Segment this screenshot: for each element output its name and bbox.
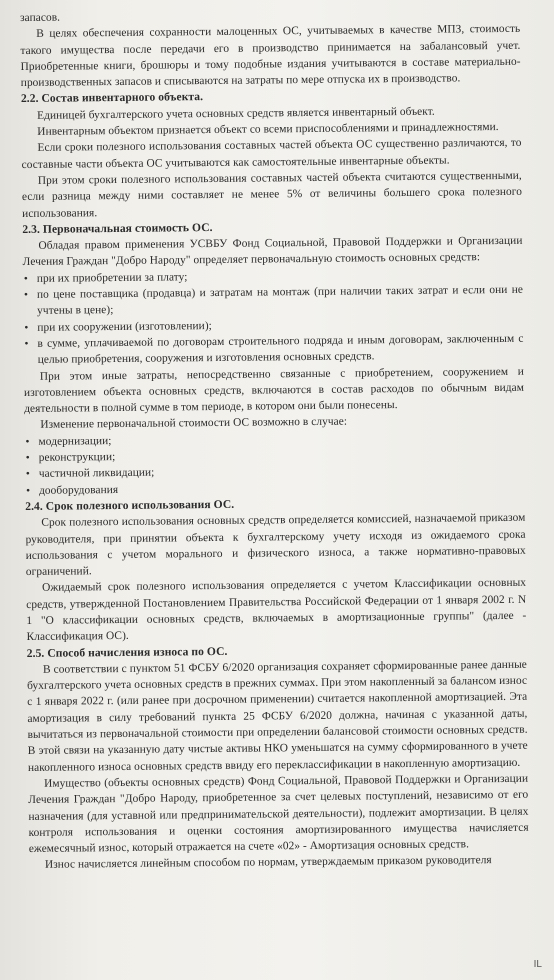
section-heading-2-5: 2.5. Способ начисления износа по ОС. bbox=[26, 644, 228, 660]
paragraph: Если сроки полезного использования составных частей объекта ОС существенно различаются, то составные части объекта ОС учитываются как самостоятельные инвентарные объекты. bbox=[21, 137, 522, 171]
paragraph: Ожидаемый срок полезного использования определяется с учетом Классификации основных средств, утвержденной Постановлением Правительства Российской Федерации от 1 января 2002 г. N 1 "О классификации основных средств, включаемых в амортизационные группы" (далее - Классификация ОС). bbox=[26, 577, 527, 644]
list-item: • модернизации; bbox=[24, 428, 524, 450]
paragraph: Инвентарным объектом признается объект со всеми приспособлениями и принадлежностями. bbox=[37, 121, 499, 138]
paragraph: При этом иные затраты, непосредственно связанные с приобретением, сооружением и изготовлением объекта основных средств, включаются в состав расходов по обычным видам деятельности в полной сумме в том периоде, в котором они были понесены. bbox=[23, 365, 525, 416]
bullet-list-initial-cost bbox=[23, 265, 524, 368]
list-item: • реконструкции; bbox=[25, 445, 525, 467]
bullet-list-cost-change bbox=[24, 428, 525, 498]
paragraph: Изменение первоначальной стоимости ОС возможно в случае: bbox=[40, 416, 348, 432]
paragraph: В соответствии с пунктом 51 ФСБУ 6/2020 организация сохраняет сформированные ранее данные бухгалтерского учета основных средств в прежних суммах. При этом накопленный за балансом износ с 1 января 2022 г. (или ранее при досрочном применении) считается накопленной амортизацией. Эта амортизация в силу требований пункта 25 ФСБУ 6/2020 должна, начиная с указанной даты, вычитаться из первоначальной стоимости при определении балансовой стоимости основных средств. В этой связи на указанную дату чистые активы НКО уменьшатся на сумму сформированного в учете накопленного износа основных средств ввиду его переклассификации в накопленную амортизацию. bbox=[27, 658, 528, 774]
list-item: • по цене поставщика (продавца) и затратам на монтаж (при наличии таких затрат и если они не учтены в цене); bbox=[23, 282, 523, 320]
paragraph: Срок полезного использования основных средств определяется комиссией, назначаемой приказом руководителя, при принятии объекта к бухгалтерскому учету исходя из ожидаемого срока использования с учетом морального и физического износа, а также нормативно-правовых ограничений. bbox=[25, 511, 526, 579]
document-body bbox=[20, 5, 529, 874]
paragraph: Обладая правом применения УСВБУ Фонд Социальной, Правовой Поддержки и Организации Лечения Граждан "Добро Народу" определяет первоначальную стоимость основных средств: bbox=[22, 234, 523, 269]
section-heading-2-4: 2.4. Срок полезного использования ОС. bbox=[25, 497, 235, 513]
paragraph: Имущество (объекты основных средств) Фонд Социальной, Правовой Поддержки и Организации Лечения Граждан "Добро Народу, приобретенное за счет целевых поступлений, независимо от его назначения (для уставной или предпринимательской деятельности), подлежит амортизации. В целях контроля использования и оценки состояния амортизированного имущества начисляется ежемесячный износ, который отражается на счете «02» - Амортизация основных средств. bbox=[28, 772, 529, 856]
list-item: • при их приобретении за плату; bbox=[23, 265, 523, 287]
paragraph-mpz-safekeeping: В целях обеспечения сохранности малоценных ОС, учитываемых в качестве МПЗ, стоимость такого имущества после передачи его в производство принимается на забалансовый учет. Приобретенные книги, брошюры и тому подобные издания учитываются в составе материально-производственных запасов и списываются на затраты по мере отпуска их в производство. bbox=[20, 23, 521, 90]
list-item: • в сумме, уплачиваемой по договорам строительного подряда и иным договорам, заключенным с целью приобретения, сооружения и изготовления основных средств. bbox=[23, 331, 523, 369]
list-item: • дооборудования bbox=[25, 477, 525, 499]
page-number: IL bbox=[533, 959, 542, 970]
section-heading-2-3: 2.3. Первоначальная стоимость ОС. bbox=[22, 220, 213, 236]
section-heading-2-2: 2.2. Состав инвентарного объекта. bbox=[20, 90, 204, 106]
paragraph: Износ начисляется линейным способом по нормам, утверждаемым приказом руководителя bbox=[44, 854, 492, 872]
paragraph-continuation: запасов. bbox=[20, 11, 61, 24]
paragraph: Единицей бухгалтерского учета основных средств является инвентарный объект. bbox=[37, 105, 435, 122]
paragraph: При этом сроки полезного использования составных частей объекта считаются существенными, если разница между ними составляет не менее 5% от величины большего срока полезного использования. bbox=[21, 169, 522, 220]
list-item: • частичной ликвидации; bbox=[25, 461, 525, 483]
list-item: • при их сооружении (изготовлении); bbox=[23, 314, 523, 336]
